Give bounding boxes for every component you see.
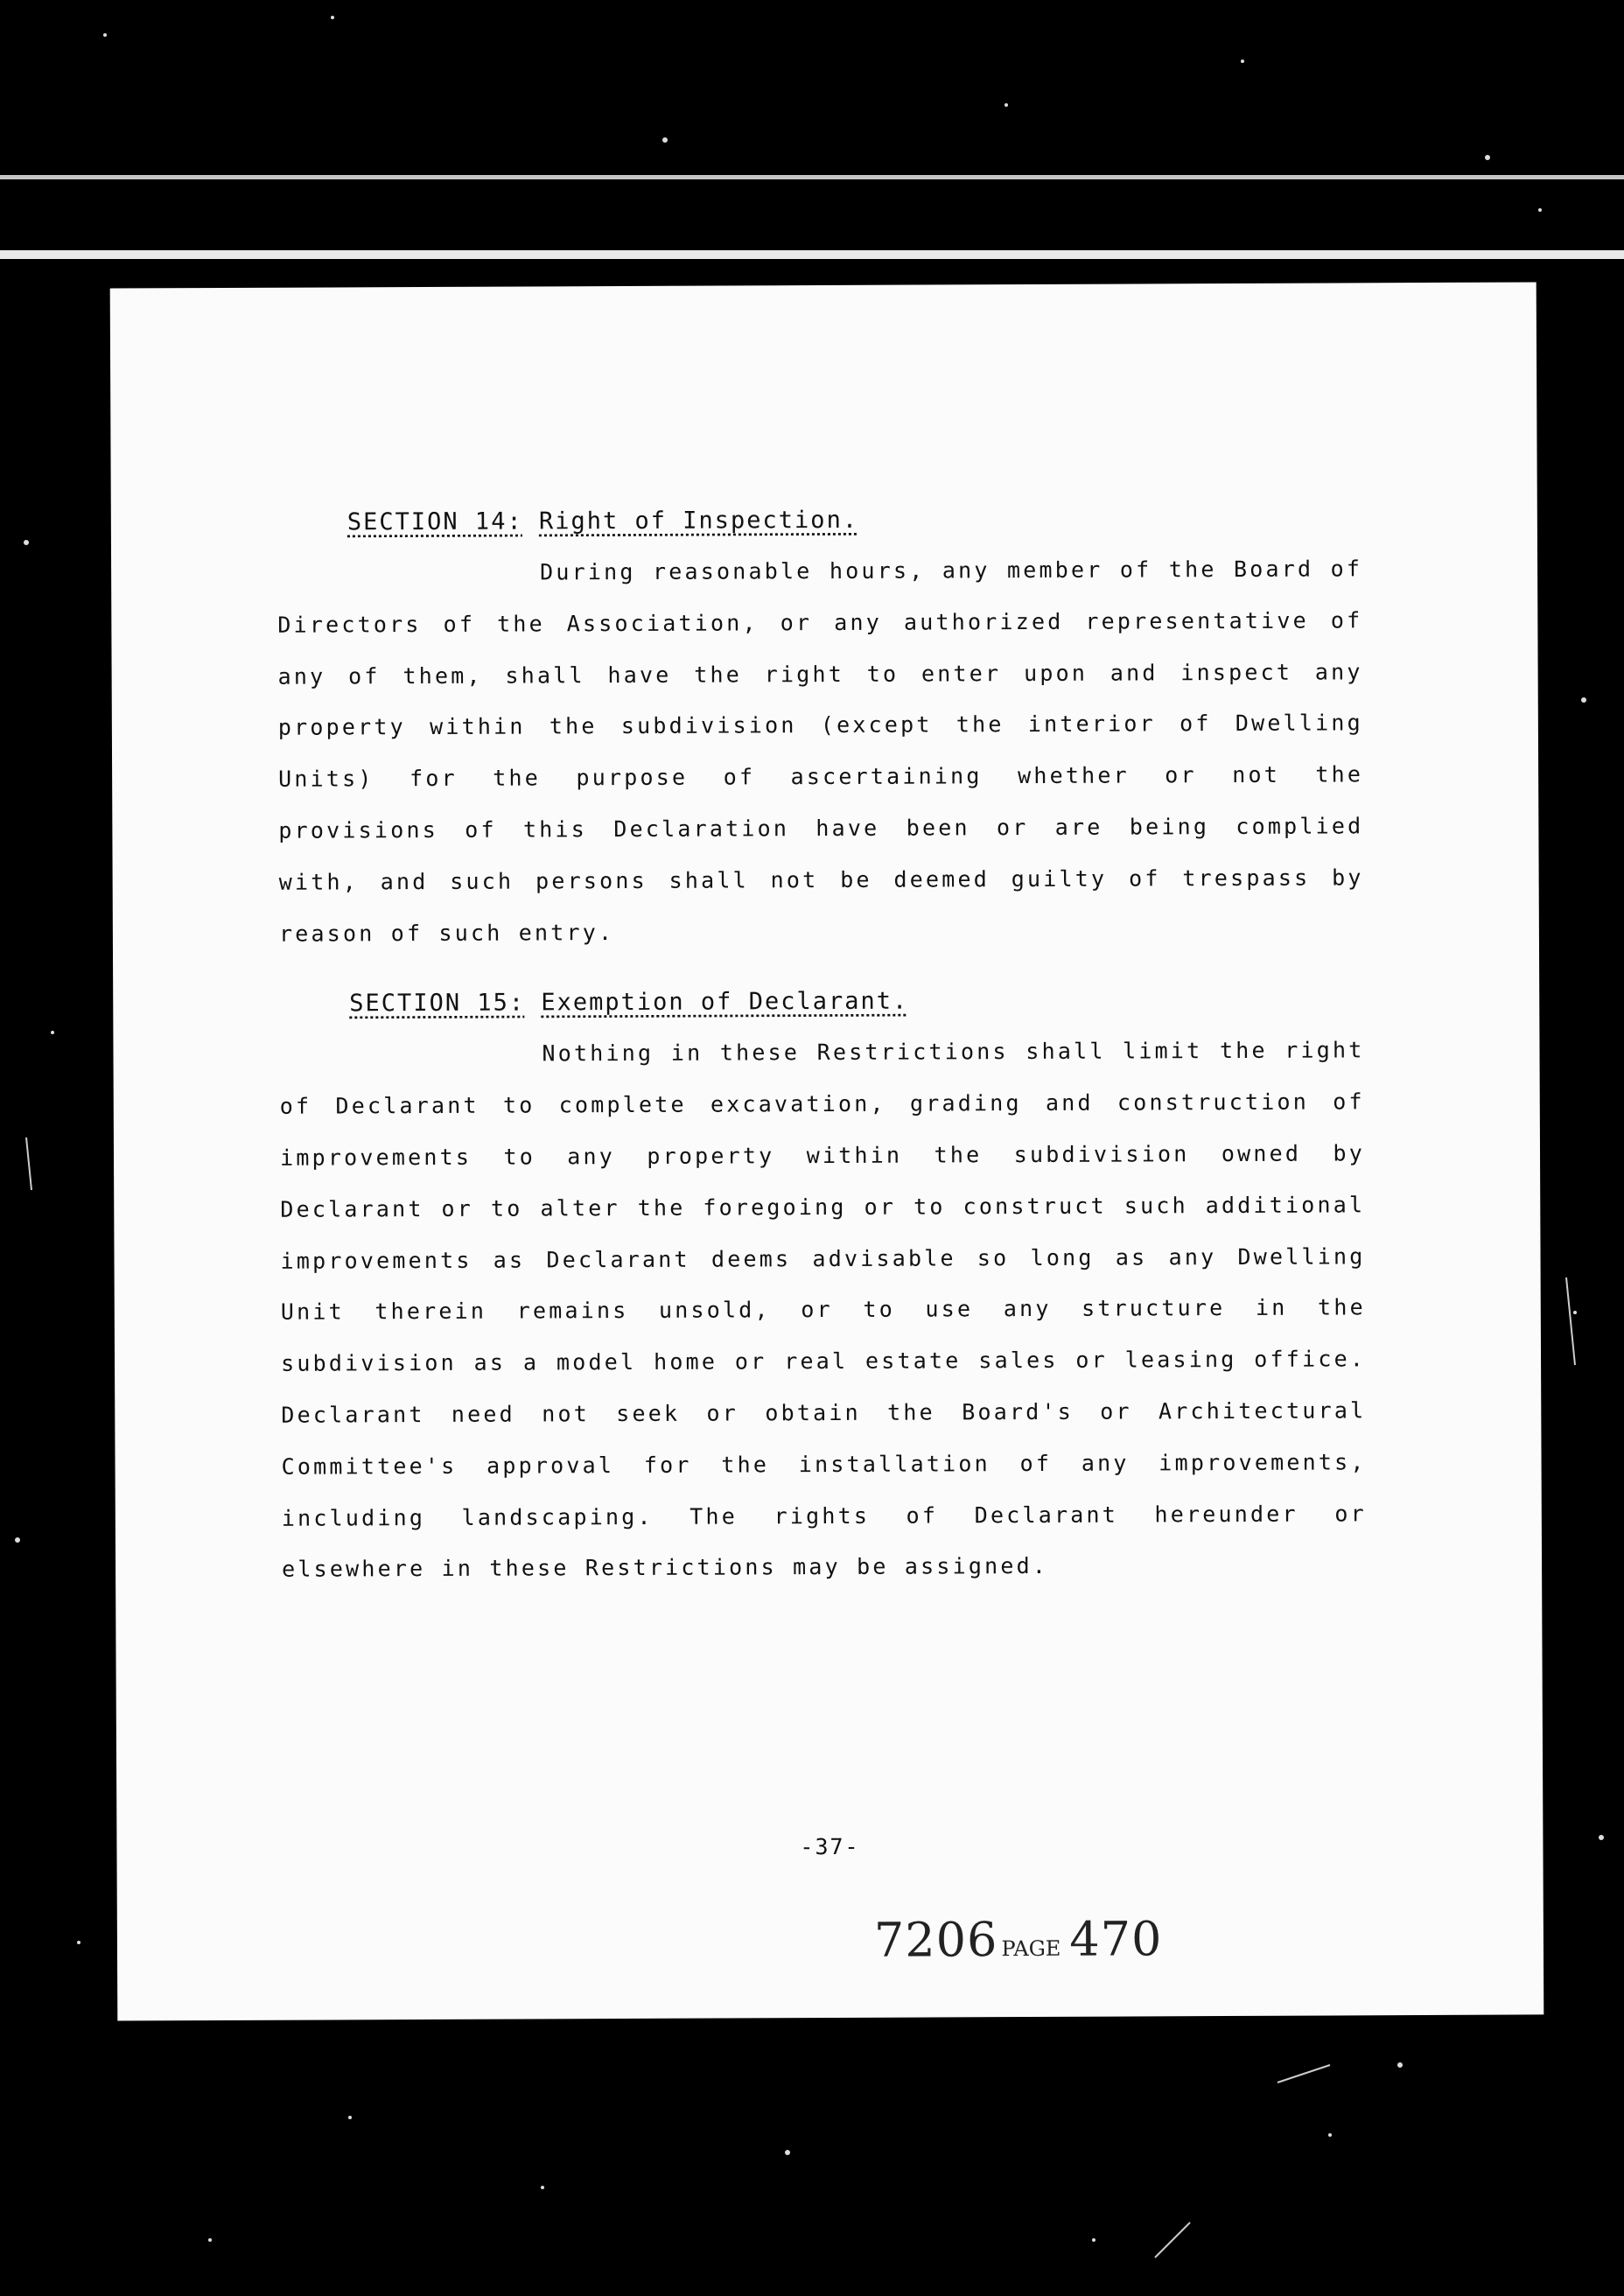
section-body: During reasonable hours, any member of the Board of Directors of the Association, or any authorized representative of any of them, shall have the right to enter upon and inspect any property within the subdivision (except the interior of Dwelling Units) for the purpose of ascertaining whether or not the provisions of this Declaration have been or are being complied with, and such persons shall not be deemed guilty of trespass by reason of such entry. (277, 556, 1364, 947)
section-title: Exemption of Declarant. (541, 987, 909, 1017)
document-page (110, 282, 1544, 2020)
section-paragraph (277, 543, 1364, 960)
section-body: Nothing in these Restrictions shall limit the right of Declarant to complete excavation, grading and construction of improvements to any property within the subdivision owned by Declarant or to alter the foregoing or to construct such additional improvements as Declarant deems advisable so long as any Dwelling Unit therein remains unsold, or to use any structure in the subdivision as a model home or real estate sales or leasing office. Declarant need not seek or obtain the Board's or Architectural Committee's approval for the installation of any improvements, including landscaping. The rights of Declarant hereunder or elsewhere in these Restrictions may be assigned. (279, 1037, 1367, 1583)
section-paragraph (279, 1026, 1367, 1596)
page-number: -37- (800, 1833, 860, 1860)
section-number: SECTION 14: (346, 508, 523, 536)
section-title: Right of Inspection. (538, 506, 859, 536)
book-page-stamp (874, 1911, 1163, 1967)
scan-rule-line (0, 175, 1624, 179)
section-number: SECTION 15: (349, 989, 526, 1018)
document-body (277, 493, 1368, 1615)
book-page-number: 470 (1069, 1911, 1163, 1967)
scan-top-border (0, 0, 1624, 262)
book-number: 7206 (873, 1912, 998, 1968)
page-label: PAGE (1001, 1936, 1061, 1962)
scan-rule-line (0, 250, 1624, 259)
section-heading (347, 493, 1362, 548)
section-heading (349, 975, 1364, 1030)
